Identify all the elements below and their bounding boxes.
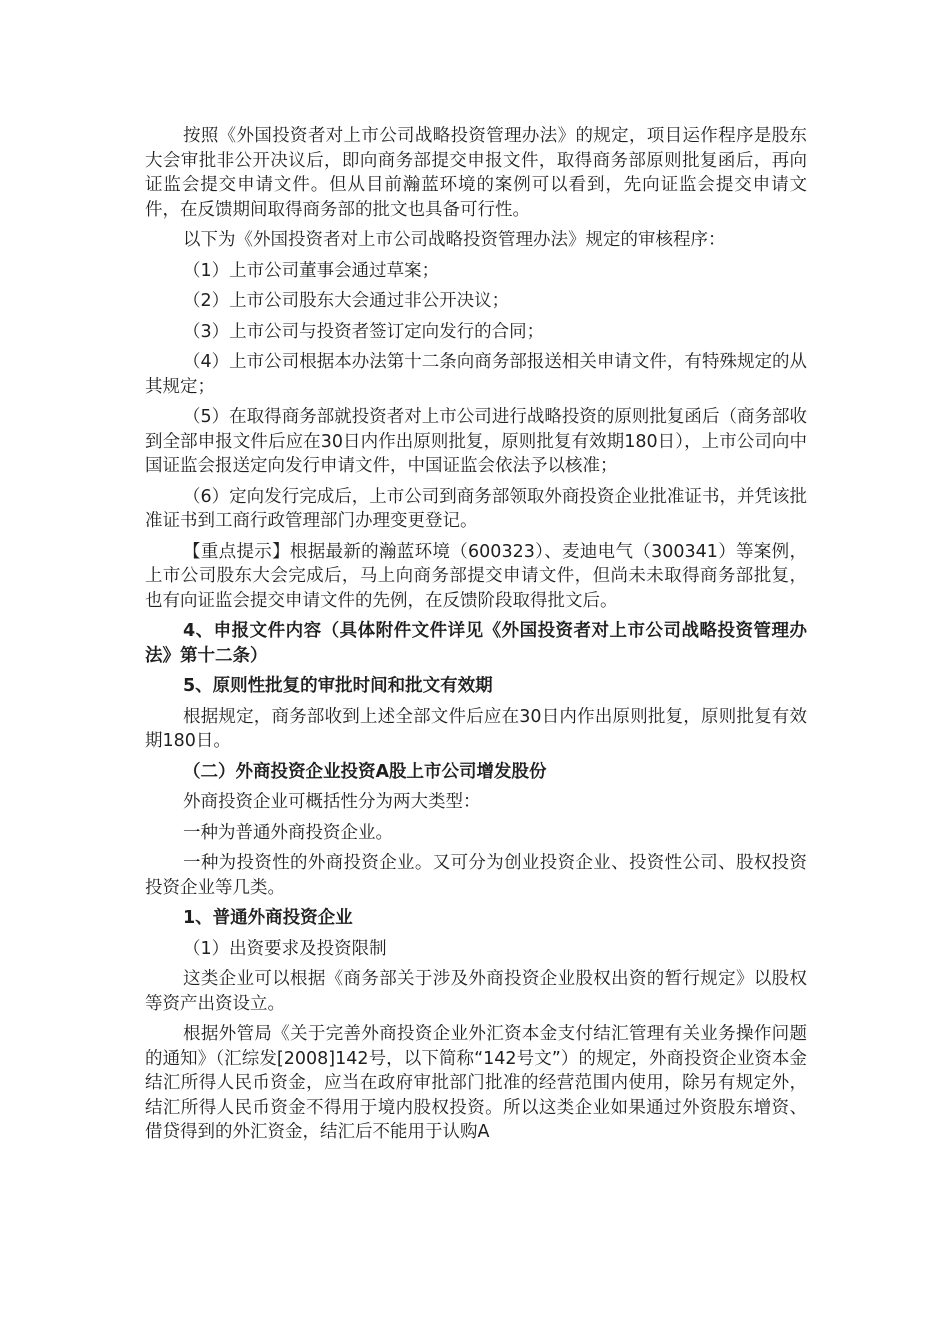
section-heading-approval-time: 5、原则性批复的审批时间和批文有效期 bbox=[183, 676, 493, 696]
paragraph-review-procedure-heading: 以下为《外国投资者对上市公司战略投资管理办法》规定的审核程序： bbox=[183, 230, 726, 250]
section-heading-ordinary-fie: 1、普通外商投资企业 bbox=[183, 908, 353, 928]
document-page bbox=[145, 124, 807, 1145]
paragraph-fie-type-ordinary: 一种为普通外商投资企业。 bbox=[183, 822, 393, 843]
list-item-step-3: （3）上市公司与投资者签订定向发行的合同； bbox=[183, 321, 545, 342]
subheading-capital-requirements: （1）出资要求及投资限制 bbox=[183, 938, 387, 959]
list-item-step-2: （2）上市公司股东大会通过非公开决议； bbox=[183, 291, 510, 311]
paragraph-procedure-intro: 按照《外国投资者对上市公司战略投资管理办法》的规定，项目运作程序是股东大会审批非公开决议后，即向商务部提交申报文件，取得商务部原则批复函后，再向证监会提交申请文件。但从目前瀚蓝环境的案例可以看到，先向证监会提交申请文件，在反馈期间取得商务部的批文也具备可行性。 bbox=[145, 126, 807, 220]
list-item-step-5: （5）在取得商务部就投资者对上市公司进行战略投资的原则批复函后（商务部收到全部申报文件后应在30日内作出原则批复，原则批复有效期180日），上市公司向中国证监会报送定向发行申请文件，中国证监会依法予以核准； bbox=[145, 407, 807, 476]
paragraph-key-tip: 【重点提示】根据最新的瀚蓝环境（600323）、麦迪电气（300341）等案例，上市公司股东大会完成后，马上向商务部提交申请文件，但尚未未取得商务部批复，也有向证监会提交申请文件的先例，在反馈阶段取得批文后。 bbox=[145, 541, 807, 611]
paragraph-equity-contribution: 这类企业可以根据《商务部关于涉及外商投资企业股权出资的暂行规定》以股权等资产出资设立。 bbox=[145, 969, 807, 1014]
list-item-step-6: （6）定向发行完成后，上市公司到商务部领取外商投资企业批准证书，并凭该批准证书到工商行政管理部门办理变更登记。 bbox=[145, 486, 807, 531]
paragraph-fie-types: 外商投资企业可概括性分为两大类型： bbox=[183, 792, 481, 812]
list-item-step-4: （4）上市公司根据本办法第十二条向商务部报送相关申请文件，有特殊规定的从其规定； bbox=[145, 352, 807, 397]
paragraph-safe-circular-142: 根据外管局《关于完善外商投资企业外汇资本金支付结汇管理有关业务操作问题的通知》（汇综发[2008]142号，以下简称“142号文”）的规定，外商投资企业资本金结汇所得人民币资金，应当在政府审批部门批准的经营范围内使用，除另有规定外，结汇所得人民币资金不得用于境内股权投资。所以这类企业如果通过外资股东增资、借贷得到的外汇资金，结汇后不能用于认购A bbox=[145, 1024, 807, 1142]
section-heading-filing-documents: 4、申报文件内容（具体附件文件详见《外国投资者对上市公司战略投资管理办法》第十二条） bbox=[145, 621, 807, 666]
paragraph-approval-validity: 根据规定，商务部收到上述全部文件后应在30日内作出原则批复，原则批复有效期180日。 bbox=[145, 706, 807, 751]
section-heading-fie-investment: （二）外商投资企业投资A股上市公司增发股份 bbox=[183, 761, 547, 782]
paragraph-fie-type-investment: 一种为投资性的外商投资企业。又可分为创业投资企业、投资性公司、股权投资投资企业等几类。 bbox=[145, 853, 807, 898]
list-item-step-1: （1）上市公司董事会通过草案； bbox=[183, 260, 440, 281]
